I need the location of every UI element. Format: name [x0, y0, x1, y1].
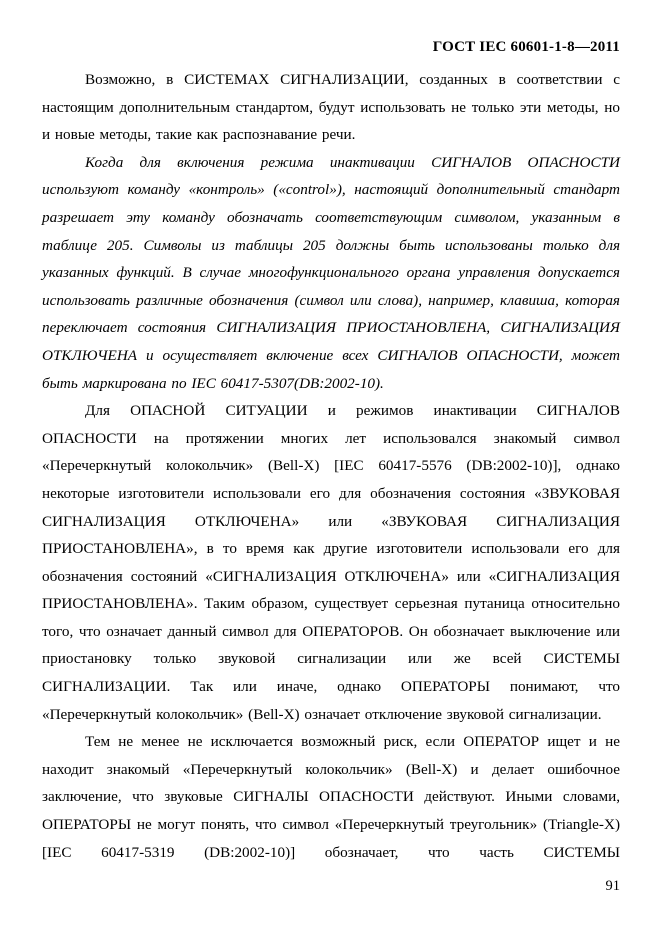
paragraph-alarm-systems-methods: Возможно, в СИСТЕМАХ СИГНАЛИЗАЦИИ, созданных в соответствии с настоящим дополнительным стандартом, будут использовать не только эти методы, но и новые методы, такие как распознавание речи.: [42, 71, 620, 144]
document-standard-header: ГОСТ IEC 60601-1-8—2011: [432, 39, 620, 55]
page-content: [42, 38, 620, 866]
paragraph-bell-x-symbol: Для ОПАСНОЙ СИТУАЦИИ и режимов инактивации СИГНАЛОВ ОПАСНОСТИ на протяжении многих лет использовался знакомый символ «Перечеркнутый колокольчик» (Bell-X) [IEC 60417-5576 (DB:2002-10)], однако некоторые изготовители использовали его для обозначения состояния «ЗВУКОВАЯ СИГНАЛИЗАЦИЯ ОТКЛЮЧЕНА» или «ЗВУКОВАЯ СИГНАЛИЗАЦИЯ ПРИОСТАНОВЛЕНА», в то время как другие изготовители использовали его для обозначения состояний «СИГНАЛИЗАЦИЯ ОТКЛЮЧЕНА» или «СИГНАЛИЗАЦИЯ ПРИОСТАНОВЛЕНА». Таким образом, существует серьезная путаница относительно того, что означает данный символ для ОПЕРАТОРОВ. Он обозначает выключение или приостановку только звуковой сигнализации или же всей СИСТЕМЫ СИГНАЛИЗАЦИИ. Так или иначе, однако ОПЕРАТОРЫ понимают, что «Перечеркнутый колокольчик» (Bell-X) означает отключение звуковой сигнализации.: [42, 402, 620, 723]
page-number: 91: [605, 878, 620, 894]
paragraph-note-control-command: Когда для включения режима инактивации СИГНАЛОВ ОПАСНОСТИ используют команду «контроль» («control»), настоящий дополнительный стандарт разрешает эту команду обозначать соответствующим символом, указанным в таблице 205. Символы из таблицы 205 должны быть использованы только для указанных функций. В случае многофункционального органа управления допускается использовать различные обозначения (символ или слова), например, клавиша, которая переключает состояния СИГНАЛИЗАЦИЯ ПРИОСТАНОВЛЕНА, СИГНАЛИЗАЦИЯ ОТКЛЮЧЕНА и осуществляет включение всех СИГНАЛОВ ОПАСНОСТИ, может быть маркирована по IEC 60417-5307(DB:2002-10).: [42, 153, 620, 392]
paragraph-triangle-x-risk: Тем не менее не исключается возможный риск, если ОПЕРАТОР ищет и не находит знакомый «Перечеркнутый колокольчик» (Bell-X) и делает ошибочное заключение, что звуковые СИГНАЛЫ ОПАСНОСТИ действуют. Иными словами, ОПЕРАТОРЫ не могут понять, что символ «Перечеркнутый треугольник» (Triangle-X) [IEC 60417-5319 (DB:2002-10)] обозначает, что часть СИСТЕМЫ: [42, 733, 620, 861]
